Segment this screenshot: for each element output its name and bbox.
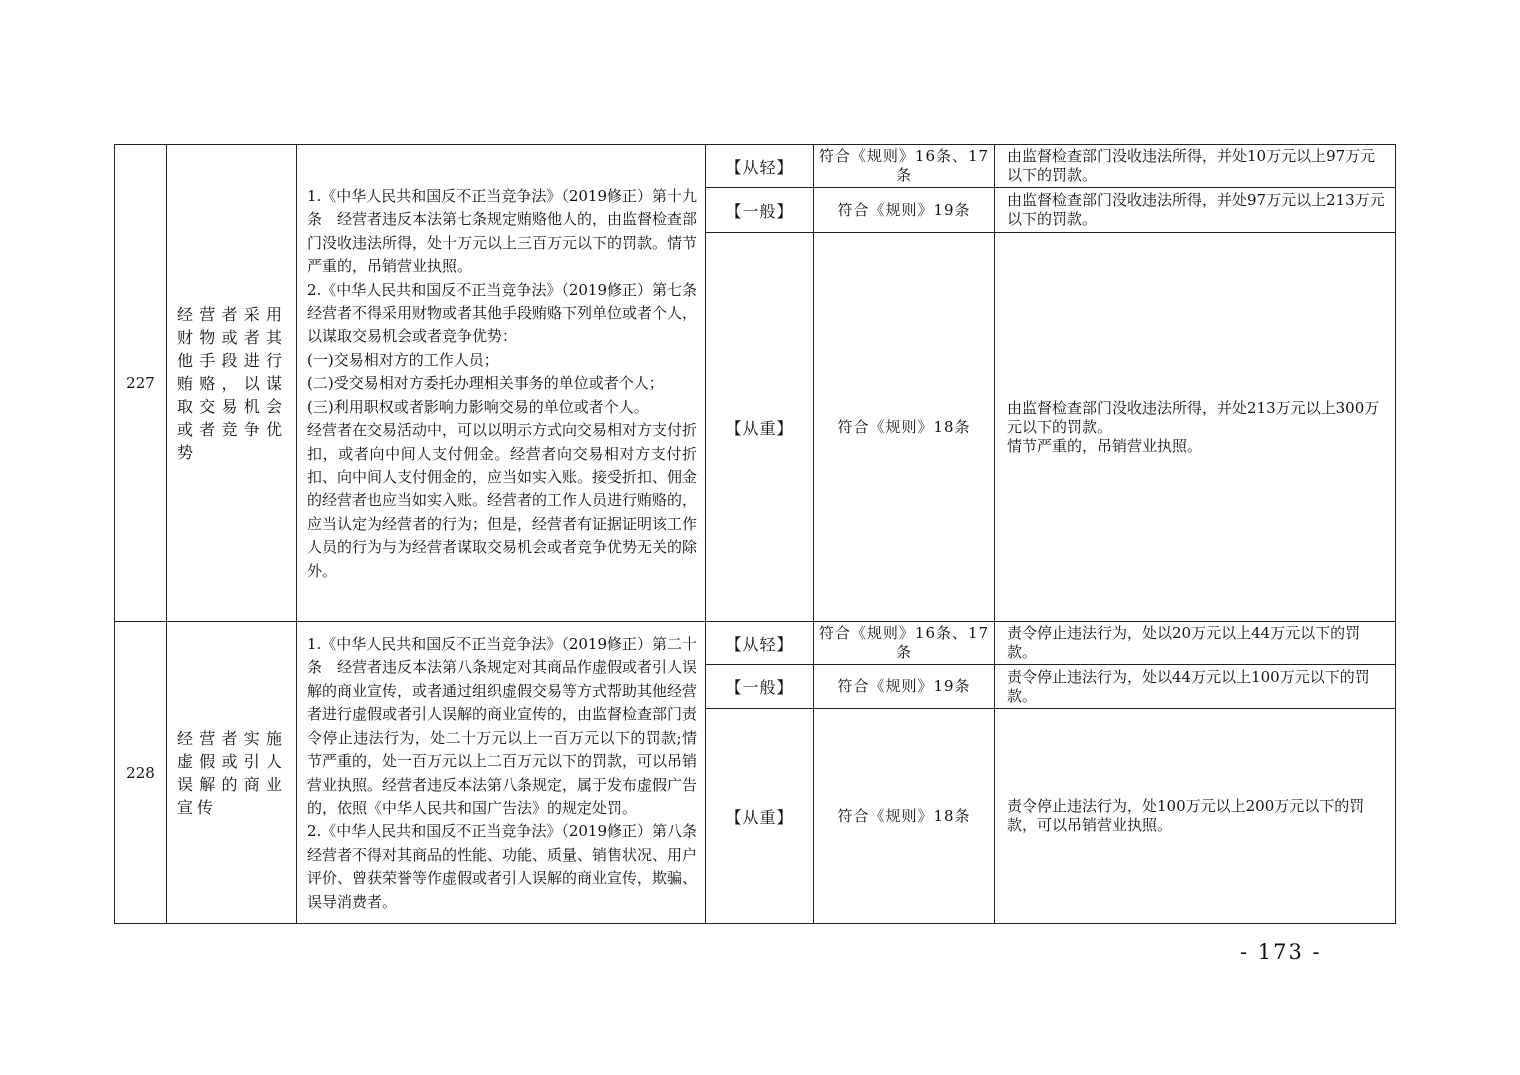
- violation-title-cell: [167, 145, 297, 622]
- standard-line: 责令停止违法行为，处以44万元以上100万元以下的罚款。: [1007, 667, 1370, 705]
- penalty-standard: [995, 188, 1396, 233]
- standard-line: 情节严重的，吊销营业执照。: [1007, 436, 1203, 455]
- legal-basis-cell: [297, 145, 713, 622]
- table-row: [115, 622, 1396, 665]
- standard-line: 由监督检查部门没收违法所得，并处97万元以上213万元以下的罚款。: [1007, 191, 1385, 228]
- level-label: 【一般】: [706, 665, 814, 709]
- standard-line: 由监督检查部门没收违法所得，并处10万元以上97万元以下的罚款。: [1007, 147, 1376, 184]
- table-row: [115, 145, 1396, 188]
- penalty-standard: [995, 233, 1396, 622]
- legal-basis: [297, 183, 713, 583]
- basis-paragraph: (一)交易相对方的工作人员；: [307, 350, 499, 369]
- legal-basis: [297, 631, 713, 914]
- rule-reference: 符合《规则》18条: [814, 709, 995, 924]
- rule-reference: 符合《规则》19条: [814, 665, 995, 709]
- penalty-standard: [995, 145, 1396, 188]
- rule-reference: 符合《规则》16条、17条: [814, 622, 995, 665]
- rule-reference: 符合《规则》16条、17条: [814, 145, 995, 188]
- standard-line: 责令停止违法行为，处以20万元以上44万元以下的罚款。: [1007, 624, 1361, 661]
- basis-paragraph: (二)受交易相对方委托办理相关事务的单位或者个人；: [307, 374, 664, 393]
- violation-title-cell: [167, 622, 297, 924]
- penalty-standard: [995, 622, 1396, 665]
- level-label: 【从重】: [706, 709, 814, 924]
- level-label: 【从轻】: [706, 622, 814, 665]
- rule-reference: 符合《规则》18条: [814, 233, 995, 622]
- item-number: 228: [115, 622, 167, 924]
- violation-title: 经营者实施虚假或引人误解的商业宣传: [177, 728, 286, 817]
- legal-basis-cell: [297, 622, 713, 924]
- basis-paragraph: 2.《中华人民共和国反不正当竞争法》（2019修正）第七条 经营者不得采用财物或者其他手段贿赂下列单位或者个人，以谋取交易机会或者竞争优势：: [307, 280, 713, 346]
- penalty-standard: [995, 709, 1396, 924]
- basis-paragraph: 2.《中华人民共和国反不正当竞争法》（2019修正）第八条 经营者不得对其商品的性能、功能、质量、销售状况、用户评价、曾获荣誉等作虚假或者引人误解的商业宣传，欺骗、误导消费者。: [307, 822, 713, 911]
- level-label: 【一般】: [706, 188, 814, 233]
- basis-paragraph: 1.《中华人民共和国反不正当竞争法》（2019修正）第二十条 经营者违反本法第八条规定对其商品作虚假或者引人误解的商业宣传，或者通过组织虚假交易等方式帮助其他经营者进行虚假或者引人误解的商业宣传的，由监督检查部门责令停止违法行为，处二十万元以上一百万元以下的罚款;情节严重的，处一百万元以上二百万元以下的罚款，可以吊销营业执照。经营者违反本法第八条规定，属于发布虚假广告的，依照《中华人民共和国广告法》的规定处罚。: [307, 635, 698, 817]
- page-number: - 173 -: [1240, 940, 1322, 964]
- basis-paragraph: (三)利用职权或者影响力影响交易的单位或者个人。: [307, 397, 649, 416]
- penalty-standard: [995, 665, 1396, 709]
- level-label: 【从重】: [706, 233, 814, 622]
- level-label: 【从轻】: [706, 145, 814, 188]
- basis-paragraph: 1.《中华人民共和国反不正当竞争法》（2019修正）第十九条 经营者违反本法第七条规定贿赂他人的，由监督检查部门没收违法所得，处十万元以上三百万元以下的罚款。情节严重的，吊销营业执照。: [307, 187, 698, 276]
- rule-reference: 符合《规则》19条: [814, 188, 995, 233]
- item-number: 227: [115, 145, 167, 622]
- standard-line: 责令停止违法行为，处100万元以上200万元以下的罚款，可以吊销营业执照。: [1007, 797, 1365, 834]
- violation-title: 经营者采用财物或者其他手段进行贿赂，以谋取交易机会或者竞争优势: [177, 304, 286, 462]
- basis-paragraph: 经营者在交易活动中，可以以明示方式向交易相对方支付折扣，或者向中间人支付佣金。经营者向交易相对方支付折扣、向中间人支付佣金的，应当如实入账。接受折扣、佣金的经营者也应当如实入账。经营者的工作人员进行贿赂的，应当认定为经营者的行为；但是，经营者有证据证明该工作人员的行为与为经营者谋取交易机会或者竞争优势无关的除外。: [307, 421, 698, 580]
- penalty-standards-table: [114, 144, 1396, 924]
- standard-line: 由监督检查部门没收违法所得，并处213万元以上300万元以下的罚款。: [1007, 398, 1380, 436]
